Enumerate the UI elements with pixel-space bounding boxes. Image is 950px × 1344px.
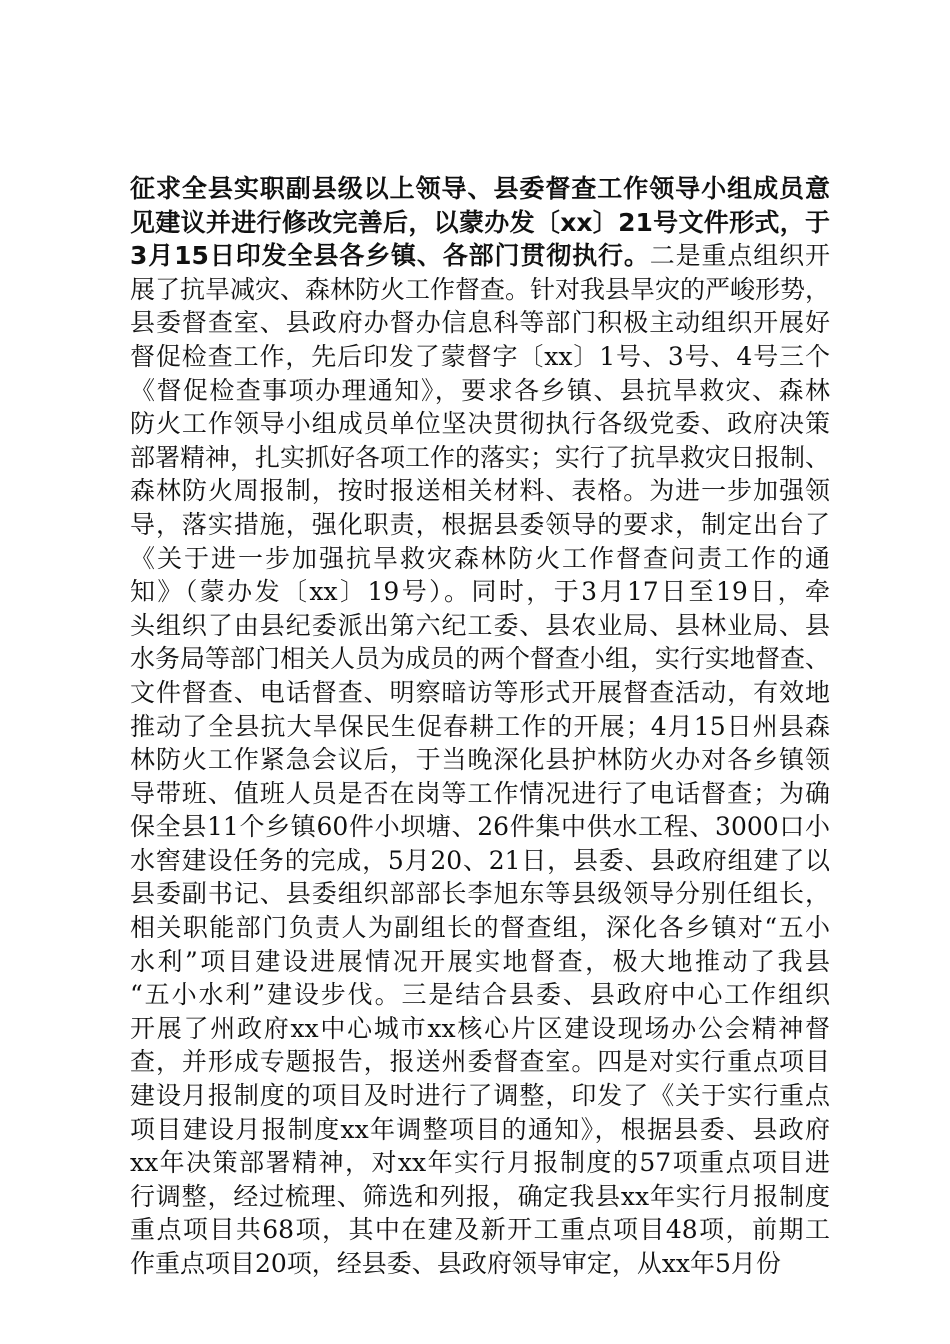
text-line: 征求全县实职副县级以上领导、县委督查工作领导小组成员意 <box>130 174 830 203</box>
text-line: 防火工作领导小组成员单位坚决贯彻执行各级党委、政府决策 <box>130 409 830 439</box>
text-line: “五小水利”建设步伐。三是结合县委、县政府中心工作组织 <box>130 980 830 1010</box>
text-line: 开展了州政府xx中心城市xx核心片区建设现场办公会精神督 <box>130 1013 830 1043</box>
text-line: 部署精神，扎实抓好各项工作的落实；实行了抗旱救灾日报制、 <box>130 442 830 472</box>
text-line-regular-part: 二是重点组织开 <box>649 241 830 271</box>
text-line: 知》（蒙办发〔xx〕19号）。同时，于3月17日至19日，牵 <box>130 577 830 607</box>
text-line: 《关于进一步加强抗旱救灾森林防火工作督查问责工作的通 <box>130 543 830 573</box>
text-line: 项目建设月报制度xx年调整项目的通知》，根据县委、县政府 <box>130 1114 830 1144</box>
text-line: 林防火工作紧急会议后，于当晚深化县护林防火办对各乡镇领 <box>130 745 830 775</box>
text-line: 森林防火周报制，按时报送相关材料、表格。为进一步加强领 <box>130 476 830 506</box>
text-line: 展了抗旱减灾、森林防火工作督查。针对我县旱灾的严峻形势， <box>130 274 830 304</box>
text-line: 县委督查室、县政府办督办信息科等部门积极主动组织开展好 <box>130 308 830 338</box>
text-line-bold-part: 3月15日印发全县各乡镇、各部门贯彻执行。 <box>130 241 650 271</box>
text-line: 水务局等部门相关人员为成员的两个督查小组，实行实地督查、 <box>130 644 830 674</box>
text-line: 导带班、值班人员是否在岗等工作情况进行了电话督查；为确 <box>130 778 830 808</box>
text-line: 《督促检查事项办理通知》，要求各乡镇、县抗旱救灾、森林 <box>130 375 830 405</box>
text-line: 文件督查、电话督查、明察暗访等形式开展督查活动，有效地 <box>130 677 830 707</box>
text-line: 相关职能部门负责人为副组长的督查组，深化各乡镇对“五小 <box>130 913 830 943</box>
text-line: 水利”项目建设进展情况开展实地督查，极大地推动了我县 <box>130 946 830 976</box>
text-line: 督促检查工作，先后印发了蒙督字〔xx〕1号、3号、4号三个 <box>130 341 830 371</box>
text-line: 查，并形成专题报告，报送州委督查室。四是对实行重点项目 <box>130 1047 830 1077</box>
text-line: 县委副书记、县委组织部部长李旭东等县级领导分别任组长， <box>130 879 830 909</box>
text-line: 头组织了由县纪委派出第六纪工委、县农业局、县林业局、县 <box>130 610 830 640</box>
text-line: 行调整，经过梳理、筛选和列报，确定我县xx年实行月报制度 <box>130 1181 830 1211</box>
body-text <box>130 172 830 1281</box>
text-line: 推动了全县抗大旱保民生促春耕工作的开展；4月15日州县森 <box>130 711 830 741</box>
text-line: 水窖建设任务的完成，5月20、21日，县委、县政府组建了以 <box>130 845 830 875</box>
text-line-mixed <box>130 239 830 273</box>
text-line: 作重点项目20项，经县委、县政府领导审定，从xx年5月份 <box>130 1249 781 1278</box>
text-line: 重点项目共68项，其中在建及新开工重点项目48项，前期工 <box>130 1215 830 1245</box>
text-line: 见建议并进行修改完善后，以蒙办发〔xx〕21号文件形式，于 <box>130 207 830 237</box>
text-line: 建设月报制度的项目及时进行了调整，印发了《关于实行重点 <box>130 1081 830 1111</box>
text-line: xx年决策部署精神，对xx年实行月报制度的57项重点项目进 <box>130 1148 830 1178</box>
text-line: 导，落实措施，强化职责，根据县委领导的要求，制定出台了 <box>130 509 830 539</box>
text-line: 保全县11个乡镇60件小坝塘、26件集中供水工程、3000口小 <box>130 812 830 842</box>
